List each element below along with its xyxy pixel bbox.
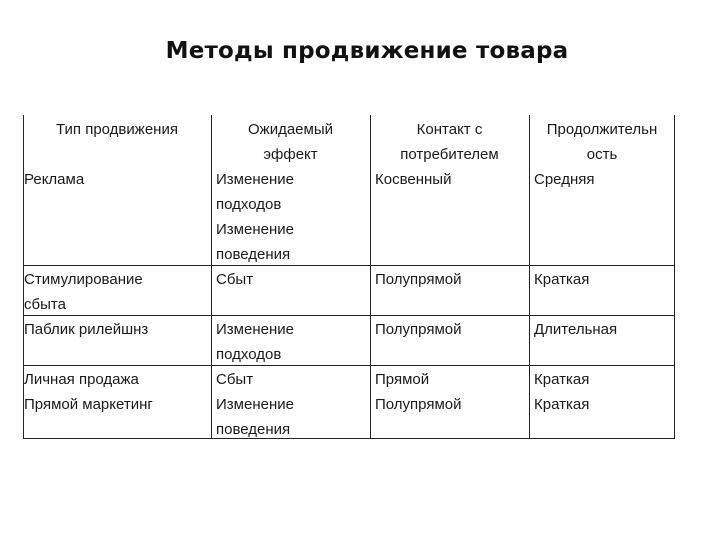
cell-effect xyxy=(216,267,253,292)
cell-effect xyxy=(216,317,294,367)
header-duration xyxy=(529,117,675,167)
cell-line: Личная продажа xyxy=(24,371,139,388)
cell-line: Полупрямой xyxy=(375,271,462,288)
cell-type xyxy=(24,317,148,342)
row-divider xyxy=(23,265,675,266)
header-consumer-contact xyxy=(370,117,529,167)
header-expected-effect xyxy=(211,117,370,167)
cell-line: Стимулирование xyxy=(24,271,143,288)
cell-line: поведения xyxy=(216,421,291,438)
header-line: Контакт с xyxy=(416,121,483,138)
header-line: Ожидаемый xyxy=(248,121,333,138)
cell-line: Прямой маркетинг xyxy=(24,396,153,413)
cell-line: Реклама xyxy=(24,171,85,188)
cell-contact xyxy=(375,267,462,292)
row-divider xyxy=(23,365,675,366)
cell-line: Паблик рилейшнз xyxy=(24,321,149,338)
cell-line: Средняя xyxy=(534,171,595,188)
cell-line: Полупрямой xyxy=(375,396,462,413)
cell-line: Изменение xyxy=(216,396,294,413)
cell-line: Изменение xyxy=(216,321,294,338)
cell-type xyxy=(24,267,143,317)
header-line: Продолжительн xyxy=(546,121,658,138)
promotion-methods-table xyxy=(23,115,675,439)
cell-line: Прямой xyxy=(375,371,430,388)
cell-line: подходов xyxy=(216,346,282,363)
header-line: Тип продвижения xyxy=(56,121,178,138)
slide-title: Методы продвижение товара xyxy=(165,38,569,64)
cell-line: Сбыт xyxy=(216,271,254,288)
cell-line: Косвенный xyxy=(375,171,452,188)
cell-line: сбыта xyxy=(24,296,66,313)
cell-line: Краткая xyxy=(534,271,590,288)
cell-duration xyxy=(534,267,589,292)
cell-contact xyxy=(375,167,451,192)
cell-line: Длительная xyxy=(534,321,618,338)
cell-contact xyxy=(375,367,462,417)
header-type-of-promotion xyxy=(23,117,211,142)
cell-line: Краткая xyxy=(534,396,590,413)
header-line: ость xyxy=(586,146,618,163)
cell-line: Полупрямой xyxy=(375,321,462,338)
cell-effect xyxy=(216,167,294,267)
header-line: эффект xyxy=(263,146,318,163)
cell-line: поведения xyxy=(216,246,291,263)
cell-duration xyxy=(534,367,589,417)
cell-effect xyxy=(216,367,294,442)
cell-line: Краткая xyxy=(534,371,590,388)
cell-line: Изменение xyxy=(216,221,294,238)
cell-line: Сбыт xyxy=(216,371,254,388)
table-border-bottom xyxy=(23,438,675,439)
cell-duration xyxy=(534,167,594,192)
header-line: потребителем xyxy=(400,146,499,163)
cell-type xyxy=(24,167,84,192)
cell-duration xyxy=(534,317,617,342)
cell-contact xyxy=(375,317,462,342)
cell-type xyxy=(24,367,153,417)
cell-line: Изменение xyxy=(216,171,294,188)
cell-line: подходов xyxy=(216,196,282,213)
